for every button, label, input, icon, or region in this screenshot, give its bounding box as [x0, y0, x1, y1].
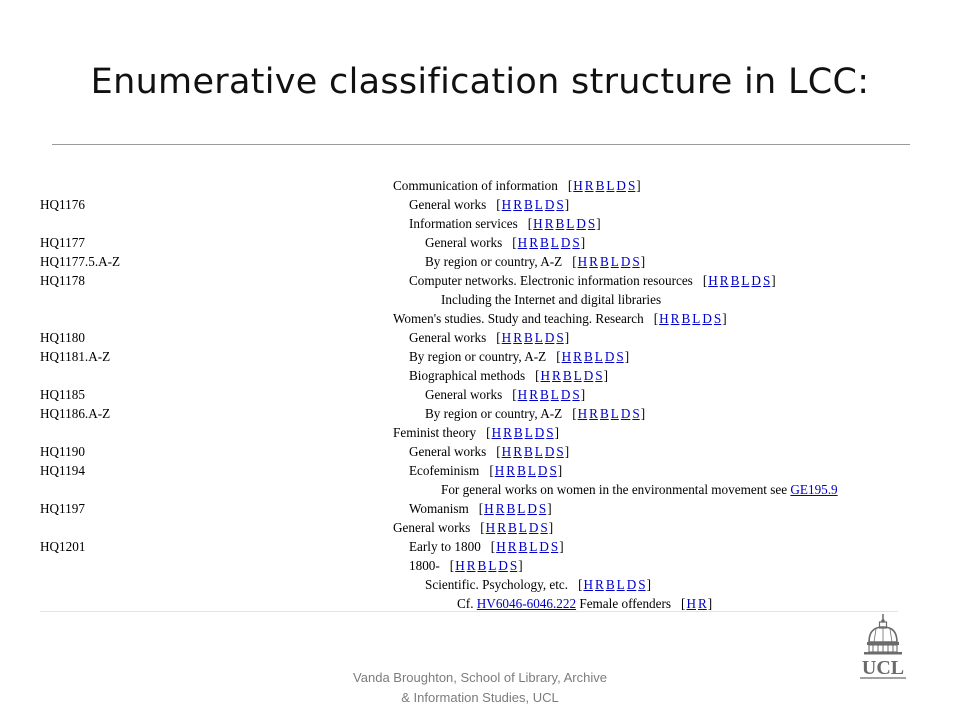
caption-text-after: Female offenders [579, 596, 672, 611]
record-link-h[interactable]: H [659, 311, 669, 326]
schedule-row [0, 461, 960, 480]
caption [409, 556, 523, 575]
footer-line-2: & Information Studies, UCL [401, 690, 559, 705]
class-number: HQ1177 [40, 235, 85, 250]
record-link-d[interactable]: D [620, 254, 631, 269]
caption [393, 176, 641, 195]
caption-text: Women's studies. Study and teaching. Research [393, 311, 644, 326]
record-link-d[interactable]: D [576, 216, 586, 231]
record-links: [H R] [681, 596, 713, 611]
record-links: [H R B L D S] [449, 558, 523, 573]
record-link-h[interactable]: H [583, 577, 594, 592]
caption-text: By region or country, A-Z [409, 349, 547, 364]
caption-text: General works [409, 197, 487, 212]
record-link-l[interactable]: L [610, 254, 619, 269]
record-link-l[interactable]: L [566, 216, 575, 231]
caption [409, 537, 564, 556]
record-link-h[interactable]: H [501, 330, 512, 345]
schedule-row [0, 423, 960, 442]
record-link-r[interactable]: R [497, 520, 506, 535]
record-link-d[interactable]: D [544, 444, 555, 459]
caption-text: Ecofeminism [409, 463, 480, 478]
record-link-r[interactable]: R [697, 596, 707, 611]
record-link-s[interactable]: S [616, 349, 624, 364]
schedule-row [0, 518, 960, 537]
record-link-h[interactable]: H [501, 444, 512, 459]
record-link-d[interactable]: D [616, 178, 626, 193]
schedule-row [0, 328, 960, 347]
caption [409, 461, 562, 480]
record-link-b[interactable]: B [605, 577, 615, 592]
schedule-row [0, 556, 960, 575]
record-link-d[interactable]: D [544, 330, 555, 345]
record-link-d[interactable]: D [751, 273, 761, 288]
schedule-row [0, 366, 960, 385]
record-link-h[interactable]: H [517, 387, 528, 402]
record-link-d[interactable]: D [527, 501, 537, 516]
schedule-row [0, 537, 960, 556]
record-link-b[interactable]: B [562, 368, 572, 383]
record-link-b[interactable]: B [681, 311, 691, 326]
caption-text: General works [409, 444, 487, 459]
record-link-d[interactable]: D [537, 463, 548, 478]
caption-text: For general works on women in the environmental movement see [441, 482, 788, 497]
record-link-r[interactable]: R [529, 387, 538, 402]
caption [409, 442, 569, 461]
caption-text: Early to 1800 [409, 539, 481, 554]
record-link-l[interactable]: L [524, 425, 533, 440]
caption [409, 214, 601, 233]
caption [425, 575, 651, 594]
record-link-l[interactable]: L [606, 178, 615, 193]
record-link-r[interactable]: R [670, 311, 680, 326]
caption-text: Cf. [457, 596, 474, 611]
class-number: HQ1185 [40, 387, 85, 402]
record-link-r[interactable]: R [595, 577, 604, 592]
record-link-r[interactable]: R [589, 254, 598, 269]
record-link-b[interactable]: B [517, 463, 526, 478]
schedule-row [0, 309, 960, 328]
caption [409, 271, 776, 290]
caption [409, 366, 608, 385]
record-link-b[interactable]: B [583, 349, 593, 364]
record-link-r[interactable]: R [719, 273, 729, 288]
ucl-dome-logo-icon [852, 612, 914, 684]
caption-text: General works [393, 520, 471, 535]
record-link-r[interactable]: R [513, 197, 522, 212]
record-link-r[interactable]: R [506, 463, 516, 478]
record-link-s[interactable]: S [540, 520, 548, 535]
record-link-r[interactable]: R [507, 539, 517, 554]
record-link-b[interactable]: B [524, 330, 533, 345]
record-link-d[interactable]: D [702, 311, 712, 326]
schedule-divider [40, 611, 898, 612]
record-link-b[interactable]: B [477, 558, 487, 573]
record-link-s[interactable]: S [556, 197, 564, 212]
caption-text: General works [425, 387, 503, 402]
record-link-r[interactable]: R [544, 216, 554, 231]
caption [393, 309, 727, 328]
record-links: [H R B L D S] [496, 444, 570, 459]
record-link-s[interactable]: S [556, 330, 564, 345]
record-links: [H R B L D S] [486, 425, 560, 440]
class-number: HQ1201 [40, 539, 86, 554]
record-link-l[interactable]: L [610, 406, 619, 421]
record-link-b[interactable]: B [599, 406, 609, 421]
record-link-b[interactable]: B [540, 235, 549, 250]
record-link-b[interactable]: B [595, 178, 605, 193]
title-divider [52, 144, 910, 145]
caption [457, 594, 712, 612]
caption [409, 328, 569, 347]
cross-reference-link[interactable]: GE195.9 [790, 482, 838, 497]
caption-text: General works [425, 235, 503, 250]
caption [393, 518, 553, 537]
record-link-d[interactable]: D [626, 577, 637, 592]
record-link-b[interactable]: B [506, 501, 516, 516]
schedule-row [0, 480, 960, 499]
record-link-h[interactable]: H [708, 273, 718, 288]
footer-line-1: Vanda Broughton, School of Library, Archive [353, 670, 607, 685]
schedule-row [0, 195, 960, 214]
record-link-l[interactable]: L [550, 235, 559, 250]
record-link-d[interactable]: D [528, 520, 539, 535]
record-link-s[interactable]: S [572, 235, 580, 250]
class-number: HQ1176 [40, 197, 85, 212]
caption [425, 233, 585, 252]
record-link-r[interactable]: R [513, 330, 522, 345]
record-link-s[interactable]: S [595, 368, 603, 383]
record-link-h[interactable]: H [455, 558, 465, 573]
record-link-s[interactable]: S [713, 311, 722, 326]
record-link-h[interactable]: H [484, 501, 494, 516]
schedule-row [0, 176, 960, 195]
record-link-s[interactable]: S [546, 425, 554, 440]
class-number: HQ1194 [40, 463, 85, 478]
record-link-r[interactable]: R [552, 368, 561, 383]
record-links: [H R B L D S] [556, 349, 630, 364]
record-link-h[interactable]: H [501, 197, 512, 212]
record-link-s[interactable]: S [638, 577, 646, 592]
record-link-d[interactable]: D [539, 539, 549, 554]
record-link-s[interactable]: S [550, 539, 559, 554]
record-link-l[interactable]: L [692, 311, 701, 326]
record-link-s[interactable]: S [627, 178, 636, 193]
slide-title: Enumerative classification structure in LCC: [90, 62, 870, 102]
record-link-b[interactable]: B [555, 216, 565, 231]
caption [409, 347, 629, 366]
record-link-h[interactable]: H [491, 425, 502, 440]
caption-text: Including the Internet and digital libraries [441, 292, 662, 307]
record-link-h[interactable]: H [494, 463, 505, 478]
record-link-h[interactable]: H [686, 596, 696, 611]
caption-text: General works [409, 330, 487, 345]
record-link-b[interactable]: B [508, 520, 517, 535]
record-links: [H R B L D S] [478, 501, 552, 516]
record-link-d[interactable]: D [560, 387, 571, 402]
record-links: [H R B L D S] [496, 197, 570, 212]
schedule-row [0, 404, 960, 423]
record-link-r[interactable]: R [573, 349, 582, 364]
class-number: HQ1181.A-Z [40, 349, 111, 364]
record-link-s[interactable]: S [549, 463, 557, 478]
record-link-l[interactable]: L [573, 368, 582, 383]
record-link-l[interactable]: L [529, 539, 538, 554]
record-links: [H R B L D S] [535, 368, 608, 383]
record-link-l[interactable]: L [534, 197, 543, 212]
class-number: HQ1177.5.A-Z [40, 254, 121, 269]
record-link-h[interactable]: H [577, 254, 588, 269]
record-link-h[interactable]: H [577, 406, 588, 421]
record-link-l[interactable]: L [488, 558, 497, 573]
record-links: [H R B L D S] [489, 463, 563, 478]
schedule-row [0, 214, 960, 233]
caption-text: Information services [409, 216, 518, 231]
schedule-row [0, 271, 960, 290]
record-link-s[interactable]: S [538, 501, 547, 516]
caption [409, 195, 569, 214]
caption [393, 423, 559, 442]
schedule-row [0, 347, 960, 366]
record-links: [H R B L D S] [567, 178, 641, 193]
caption-text: Computer networks. Electronic information resources [409, 273, 693, 288]
record-link-s[interactable]: S [762, 273, 771, 288]
caption [425, 404, 645, 423]
record-link-r[interactable]: R [589, 406, 598, 421]
schedule-row [0, 252, 960, 271]
caption [409, 499, 552, 518]
record-link-r[interactable]: R [529, 235, 538, 250]
record-link-b[interactable]: B [730, 273, 740, 288]
record-links: [H R B L D S] [578, 577, 651, 592]
caption-text: Communication of information [393, 178, 558, 193]
record-link-h[interactable]: H [533, 216, 543, 231]
record-links: [H R B L D S] [496, 330, 570, 345]
class-number: HQ1178 [40, 273, 85, 288]
record-links: [H R B L D S] [512, 235, 586, 250]
schedule-row [0, 594, 960, 612]
record-link-s[interactable]: S [632, 254, 640, 269]
caption-text: Feminist theory [393, 425, 477, 440]
caption [425, 385, 585, 404]
caption-text: By region or country, A-Z [425, 254, 563, 269]
record-link-d[interactable]: D [534, 425, 545, 440]
schedule-row [0, 385, 960, 404]
record-link-s[interactable]: S [572, 387, 580, 402]
schedule-row [0, 290, 960, 309]
record-link-s[interactable]: S [509, 558, 518, 573]
classification-schedule [0, 176, 960, 612]
record-link-l[interactable]: L [517, 501, 526, 516]
record-link-b[interactable]: B [518, 539, 528, 554]
record-links: [H R B L D S] [572, 254, 646, 269]
record-links: [H R B L D S] [512, 387, 586, 402]
record-link-r[interactable]: R [503, 425, 512, 440]
slide-footer [300, 668, 660, 708]
caption [425, 252, 645, 271]
record-link-h[interactable]: H [573, 178, 583, 193]
logo-text: UCL [861, 657, 905, 679]
schedule-row [0, 233, 960, 252]
schedule-row [0, 442, 960, 461]
record-link-l[interactable]: L [616, 577, 625, 592]
schedule-row [0, 499, 960, 518]
record-link-l[interactable]: L [518, 520, 527, 535]
record-link-l[interactable]: L [594, 349, 603, 364]
record-link-l[interactable]: L [534, 330, 543, 345]
record-link-h[interactable]: H [561, 349, 572, 364]
caption [441, 480, 838, 499]
class-number: HQ1186.A-Z [40, 406, 111, 421]
caption-text: Biographical methods [409, 368, 526, 383]
record-link-h[interactable]: H [485, 520, 496, 535]
record-link-s[interactable]: S [587, 216, 596, 231]
record-link-d[interactable]: D [583, 368, 594, 383]
record-link-b[interactable]: B [524, 197, 533, 212]
caption-text: By region or country, A-Z [425, 406, 563, 421]
record-link-s[interactable]: S [556, 444, 564, 459]
record-links: [H R B L D S] [702, 273, 776, 288]
record-link-d[interactable]: D [544, 197, 555, 212]
record-link-l[interactable]: L [741, 273, 750, 288]
record-link-l[interactable]: L [534, 444, 543, 459]
record-links: [H R B L D S] [653, 311, 727, 326]
record-link-d[interactable]: D [604, 349, 615, 364]
record-link-b[interactable]: B [599, 254, 609, 269]
record-link-r[interactable]: R [466, 558, 476, 573]
caption-text: Womanism [409, 501, 469, 516]
schedule-row [0, 575, 960, 594]
record-links: [H R B L D S] [480, 520, 554, 535]
record-link-b[interactable]: B [513, 425, 523, 440]
class-number: HQ1180 [40, 330, 85, 345]
record-link-b[interactable]: B [540, 387, 549, 402]
record-link-d[interactable]: D [620, 406, 631, 421]
record-link-h[interactable]: H [517, 235, 528, 250]
record-link-b[interactable]: B [524, 444, 533, 459]
record-link-h[interactable]: H [496, 539, 506, 554]
class-number: HQ1197 [40, 501, 85, 516]
record-link-s[interactable]: S [632, 406, 640, 421]
record-links: [H R B L D S] [572, 406, 646, 421]
caption-text: Scientific. Psychology, etc. [425, 577, 569, 592]
record-link-d[interactable]: D [498, 558, 508, 573]
record-link-h[interactable]: H [540, 368, 551, 383]
record-link-r[interactable]: R [584, 178, 594, 193]
cross-reference-link[interactable]: HV6046-6046.222 [476, 596, 577, 611]
record-link-r[interactable]: R [495, 501, 505, 516]
caption [441, 290, 661, 309]
record-links: [H R B L D S] [527, 216, 601, 231]
record-link-l[interactable]: L [550, 387, 559, 402]
record-link-r[interactable]: R [513, 444, 522, 459]
class-number: HQ1190 [40, 444, 85, 459]
record-link-l[interactable]: L [527, 463, 536, 478]
record-link-d[interactable]: D [560, 235, 571, 250]
record-links: [H R B L D S] [490, 539, 564, 554]
caption-text: 1800- [409, 558, 440, 573]
